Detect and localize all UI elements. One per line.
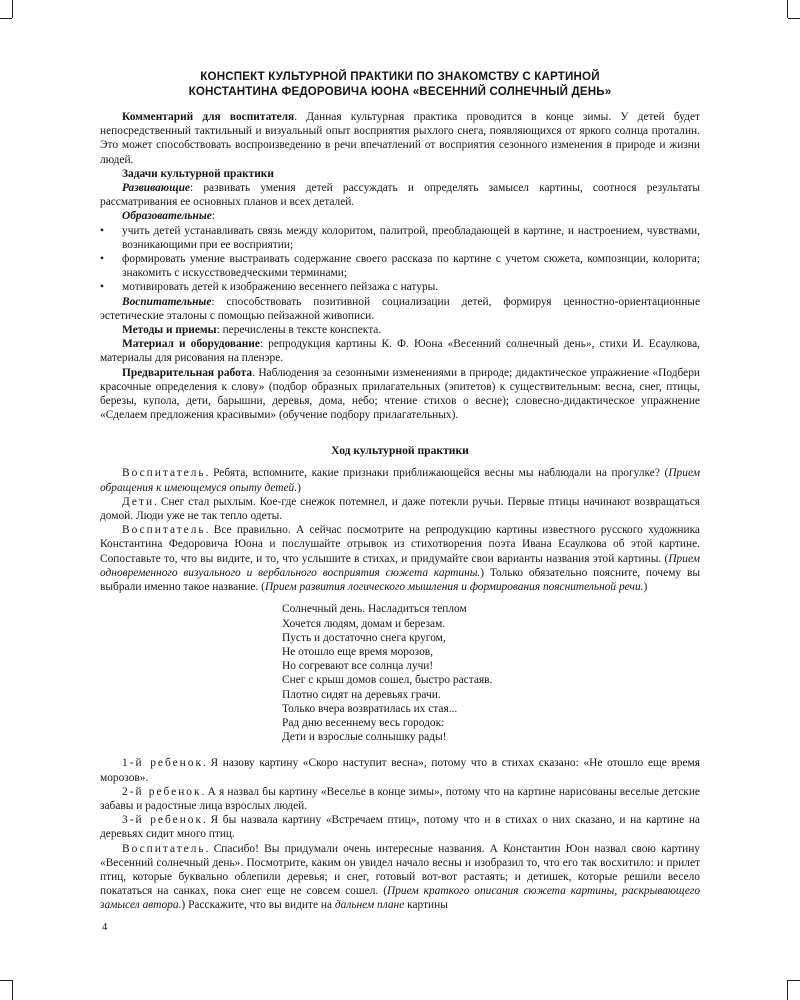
dialogue-children: Дети. Снег стал рыхлым. Кое-где снежок потемнел, и даже потекли ручьи. Первые птицы начинают возвращаться домой. Люди уже не так тепло одеты. xyxy=(100,495,700,523)
dialogue-child-1: 1-й ребенок. Я назову картину «Скоро наступит весна», потому что в стихах сказано: «Не отошло еще время морозов». xyxy=(100,757,700,784)
bullet-item: • мотивировать детей к изображению весеннего пейзажа с натуры. xyxy=(100,281,439,294)
comment-paragraph: Комментарий для воспитателя. Данная культурная практика проводится в конце зимы. У детей будет непосредственный тактильный и визуальный опыт восприятия рыхлого снега, появляющихся от яркого солнца проталин. Это может способствовать воспроизведению в речи впечатлений от восприятия сезонного изменения в природе и жизни людей. xyxy=(100,111,701,166)
educational-heading: Образовательные: xyxy=(122,210,215,223)
comment-label: Комментарий для воспитателя xyxy=(122,111,295,123)
upbringing-paragraph: Воспитательные: способствовать позитивной социализации детей, формируя ценностно-ориентационные эстетические эталоны с помощью пейзажной живописи. xyxy=(100,295,700,322)
poem-line: Хочется людям, домам и березам. xyxy=(282,617,446,630)
bullet-mark: • xyxy=(100,224,104,237)
materials-paragraph: Материал и оборудование: репродукция картины К. Ф. Юона «Весенний солнечный день», стихи И. Есаулкова, материалы для рисования на пленэре. xyxy=(100,338,700,365)
tasks-heading: Задачи культурной практики xyxy=(122,167,274,180)
section-heading: Ход культурной практики xyxy=(331,444,469,458)
poem-line: Только вчера возвратилась их стая... xyxy=(282,702,458,715)
poem-line: Дети и взрослые солнышку рады! xyxy=(282,731,447,744)
dialogue-child-3: 3-й ребенок. Я бы назвала картину «Встречаем птиц», потому что и в стихах о них сказано, и на картине на деревьях сидит много птиц. xyxy=(100,814,700,841)
title-line-2: КОНСТАНТИНА ФЕДОРОВИЧА ЮОНА «ВЕСЕННИЙ СОЛНЕЧНЫЙ ДЕНЬ» xyxy=(188,84,612,98)
bullet-mark: • xyxy=(100,253,104,266)
crop-mark xyxy=(787,0,788,18)
crop-mark xyxy=(788,18,800,19)
poem-line: Не отошло еще время морозов, xyxy=(282,645,433,658)
dialogue-teacher: Воспитатель. Все правильно. А сейчас посмотрите на репродукцию картины известного русского художника Константина Федоровича Юона и послушайте отрывок из стихотворения поэта Ивана Есаулкова об этой картине. Сопоставьте то, что вы видите, и то, что услышите в стихах, и придумайте свои варианты названия этой картины. (Прием одновременного визуального и вербального восприятия сюжета картины.) Только обязательно поясните, почему вы выбрали именно такое название. (Прием развития логического мышления и формирования пояснительной речи.) xyxy=(100,524,700,594)
crop-mark xyxy=(0,18,12,19)
prework-paragraph: Предварительная работа. Наблюдения за сезонными изменениями в природе; дидактическое упражнение «Подбери красочные определения к слову» (подбор образных прилагательных (эпитетов) к существительным: весна, снег, птицы, березы, купола, дети, барышни, деревья, дома, небо; чтение стихов о весне); словесно-дидактическое упражнение «Сделаем предложения красивыми» (обучение подбору прилагательных). xyxy=(100,366,700,422)
page-number: 4 xyxy=(102,922,108,933)
bullet-item: • учить детей устанавливать связь между колоритом, палитрой, преобладающей в картине, и настроением, чувствами, возникающими при ее восприятии; xyxy=(100,224,700,251)
dialogue-teacher: Воспитатель. Спасибо! Вы придумали очень интересные названия. А Константин Юон назвал свою картину «Весенний солнечный день». Посмотрите, каким он увидел начало весны и изобразил то, что его так восхитило: и прилет птиц, которые буквально облепили деревья; и снег, готовый вот-вот растаять; и детишек, которые решили весело покататься на санках, пока снег еще не совсем сошел. (Прием краткого описания сюжета картины, раскрывающего замысел автора.) Расскажите, что вы видите на дальнем плане картины xyxy=(100,842,701,912)
crop-mark xyxy=(787,980,788,1000)
document-body xyxy=(100,110,700,913)
poem-line: Снег с крыш домов сошел, быстро растаяв. xyxy=(282,674,493,687)
crop-mark xyxy=(12,980,13,1000)
poem xyxy=(282,602,700,744)
poem-line: Но согревают все солнца лучи! xyxy=(282,660,434,673)
methods-paragraph: Методы и приемы: перечислены в тексте конспекта. xyxy=(122,324,382,337)
developing-paragraph: Развивающие: развивать умения детей рассуждать и определять замысел картины, соотнося результаты рассматривания ее основных планов и всех деталей. xyxy=(100,182,700,209)
bullet-mark: • xyxy=(100,281,104,294)
crop-mark xyxy=(788,980,800,981)
poem-line: Пусть и достаточно снега кругом, xyxy=(282,631,446,644)
poem-line: Плотно сидят на деревьях грачи. xyxy=(282,688,441,701)
bullet-item: • формировать умение выстраивать содержание своего рассказа по картине с учетом сюжета, композиции, колорита; знакомить с искусствоведческими терминами; xyxy=(100,253,700,280)
poem-line: Рад дню весеннему весь городок: xyxy=(282,716,445,729)
title-line-1: КОНСПЕКТ КУЛЬТУРНОЙ ПРАКТИКИ ПО ЗНАКОМСТВУ С КАРТИНОЙ xyxy=(200,70,600,83)
document-page xyxy=(100,70,700,913)
dialogue-child-2: 2-й ребенок. А я назвал бы картину «Веселье в конце зимы», потому что на картине нарисованы веселые детские забавы и радостные лица взрослых людей. xyxy=(100,785,700,812)
crop-mark xyxy=(0,980,12,981)
document-title xyxy=(100,70,700,99)
crop-mark xyxy=(12,0,13,18)
poem-line: Солнечный день. Насладиться теплом xyxy=(282,603,467,616)
dialogue-teacher: Воспитатель. Ребята, вспомните, какие признаки приближающейся весны мы наблюдали на прогулке? (Прием обращения к имеющемуся опыту детей.) xyxy=(100,467,700,494)
